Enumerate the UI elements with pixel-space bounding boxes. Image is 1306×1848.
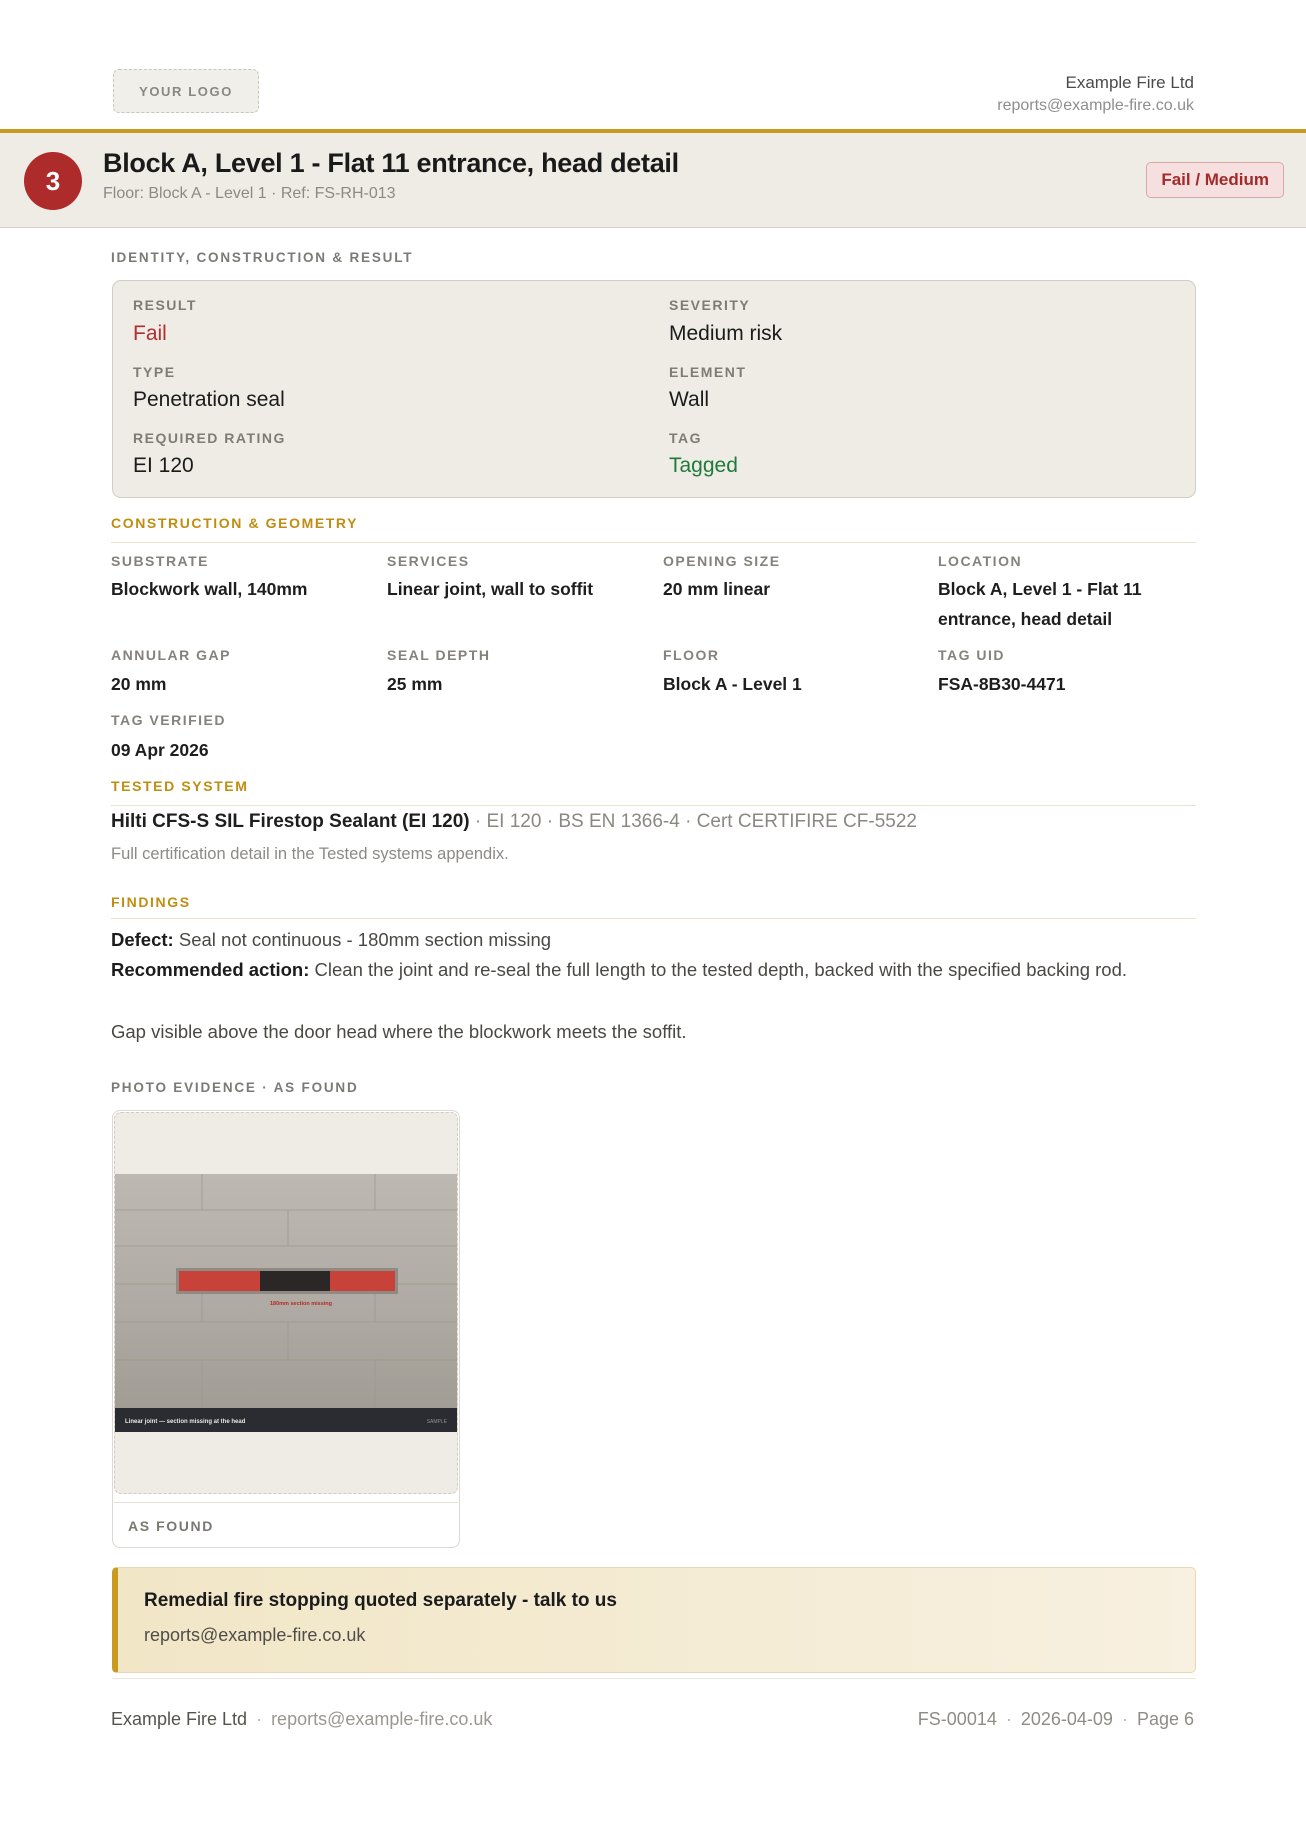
annular-gap-value: 20 mm: [111, 674, 167, 694]
result-label: RESULT: [133, 297, 197, 313]
annular-gap-label: ANNULAR GAP: [111, 647, 231, 663]
seal-depth-value: 25 mm: [387, 674, 443, 694]
tag-label: TAG: [669, 430, 703, 446]
company-logo-placeholder: YOUR LOGO: [113, 69, 259, 113]
photo-card-divider: [114, 1502, 458, 1503]
photo-caption-text: Linear joint — section missing at the head: [125, 1419, 246, 1425]
finding-note: Gap visible above the door head where the blockwork meets the soffit.: [111, 1021, 687, 1042]
photo-watermark: SAMPLE: [426, 1419, 447, 1425]
tag-verified-value: 09 Apr 2026: [111, 740, 209, 760]
footer-separator: ·: [256, 1709, 263, 1729]
footer-date: 2026-04-09: [1020, 1709, 1113, 1729]
footer-separator: ·: [1005, 1709, 1012, 1729]
location-value: Block A, Level 1 - Flat 11 entrance, head detail: [938, 579, 1142, 629]
opening-size-value: 20 mm linear: [663, 579, 770, 599]
item-title: Block A, Level 1 - Flat 11 entrance, head detail: [103, 148, 679, 178]
finding-action: [111, 955, 1201, 984]
element-label: ELEMENT: [669, 364, 747, 380]
footer-rule: [112, 1678, 1196, 1679]
tested-system-rule: [111, 805, 1196, 806]
substrate-value: Blockwork wall, 140mm: [111, 579, 308, 599]
footer-left: [111, 1709, 492, 1730]
item-number-badge: 3: [24, 152, 82, 210]
footer-separator: ·: [1121, 1709, 1128, 1729]
company-contact: [997, 72, 1194, 117]
callout-title: Remedial fire stopping quoted separately - talk to us: [144, 1590, 617, 1611]
section-title-geometry: CONSTRUCTION & GEOMETRY: [111, 515, 359, 531]
severity-value: Medium risk: [669, 322, 783, 345]
tag-value: Tagged: [669, 454, 738, 477]
section-title-photo-evidence: PHOTO EVIDENCE · AS FOUND: [111, 1080, 359, 1095]
type-value: Penetration seal: [133, 388, 285, 411]
footer-page: Page 6: [1136, 1709, 1194, 1729]
tag-uid-label: TAG UID: [938, 647, 1006, 663]
remedial-callout: [112, 1567, 1196, 1673]
finding-defect: [111, 925, 551, 954]
result-value: Fail: [133, 322, 167, 345]
footer-right: [918, 1709, 1194, 1730]
photo-evidence-image[interactable]: [115, 1174, 457, 1432]
photo-annotation: 180mm section missing: [269, 1301, 333, 1307]
tested-system-meta: · EI 120 · BS EN 1366-4 · Cert CERTIFIRE CF-5522: [469, 811, 917, 832]
section-title-tested-system: TESTED SYSTEM: [111, 778, 249, 794]
footer-doc-ref: FS-00014: [917, 1709, 997, 1729]
defect-text: Seal not continuous - 180mm section missing: [173, 929, 552, 950]
geometry-rule: [111, 542, 1196, 543]
required-rating-label: REQUIRED RATING: [133, 430, 286, 446]
company-email: reports@example-fire.co.uk: [997, 97, 1194, 114]
services-value: Linear joint, wall to soffit: [387, 579, 594, 599]
required-rating-value: EI 120: [133, 454, 194, 477]
footer-email[interactable]: reports@example-fire.co.uk: [271, 1709, 493, 1729]
services-label: SERVICES: [387, 553, 470, 569]
photo-card-caption: AS FOUND: [128, 1518, 214, 1534]
section-title-identity: IDENTITY, CONSTRUCTION & RESULT: [111, 250, 414, 265]
floor-label: FLOOR: [663, 647, 720, 663]
defect-label: Defect:: [111, 929, 174, 950]
tested-system-name: Hilti CFS-S SIL Firestop Sealant (EI 120): [111, 811, 470, 832]
footer-company: Example Fire Ltd: [111, 1709, 248, 1729]
company-name: Example Fire Ltd: [1065, 73, 1194, 92]
tag-uid-value: FSA-8B30-4471: [938, 674, 1066, 694]
section-title-findings: FINDINGS: [111, 894, 191, 910]
tested-system-line: [111, 811, 917, 833]
seal-depth-label: SEAL DEPTH: [387, 647, 491, 663]
location-label: LOCATION: [938, 553, 1023, 569]
findings-rule: [111, 918, 1196, 919]
substrate-label: SUBSTRATE: [111, 553, 210, 569]
element-value: Wall: [669, 388, 710, 411]
item-subtitle: Floor: Block A - Level 1 · Ref: FS-RH-013: [103, 185, 396, 202]
action-label: Recommended action:: [111, 959, 310, 980]
type-label: TYPE: [133, 364, 176, 380]
tag-verified-label: TAG VERIFIED: [111, 712, 226, 728]
missing-section: [260, 1271, 330, 1291]
callout-email-link[interactable]: reports@example-fire.co.uk: [144, 1625, 366, 1645]
floor-value: Block A - Level 1: [663, 674, 802, 694]
severity-label: SEVERITY: [669, 297, 751, 313]
opening-size-label: OPENING SIZE: [663, 553, 781, 569]
tested-system-note: Full certification detail in the Tested systems appendix.: [111, 845, 509, 863]
status-badge: Fail / Medium: [1146, 162, 1284, 198]
action-text: Clean the joint and re-seal the full length to the tested depth, backed with the specified backing rod.: [309, 959, 1128, 980]
